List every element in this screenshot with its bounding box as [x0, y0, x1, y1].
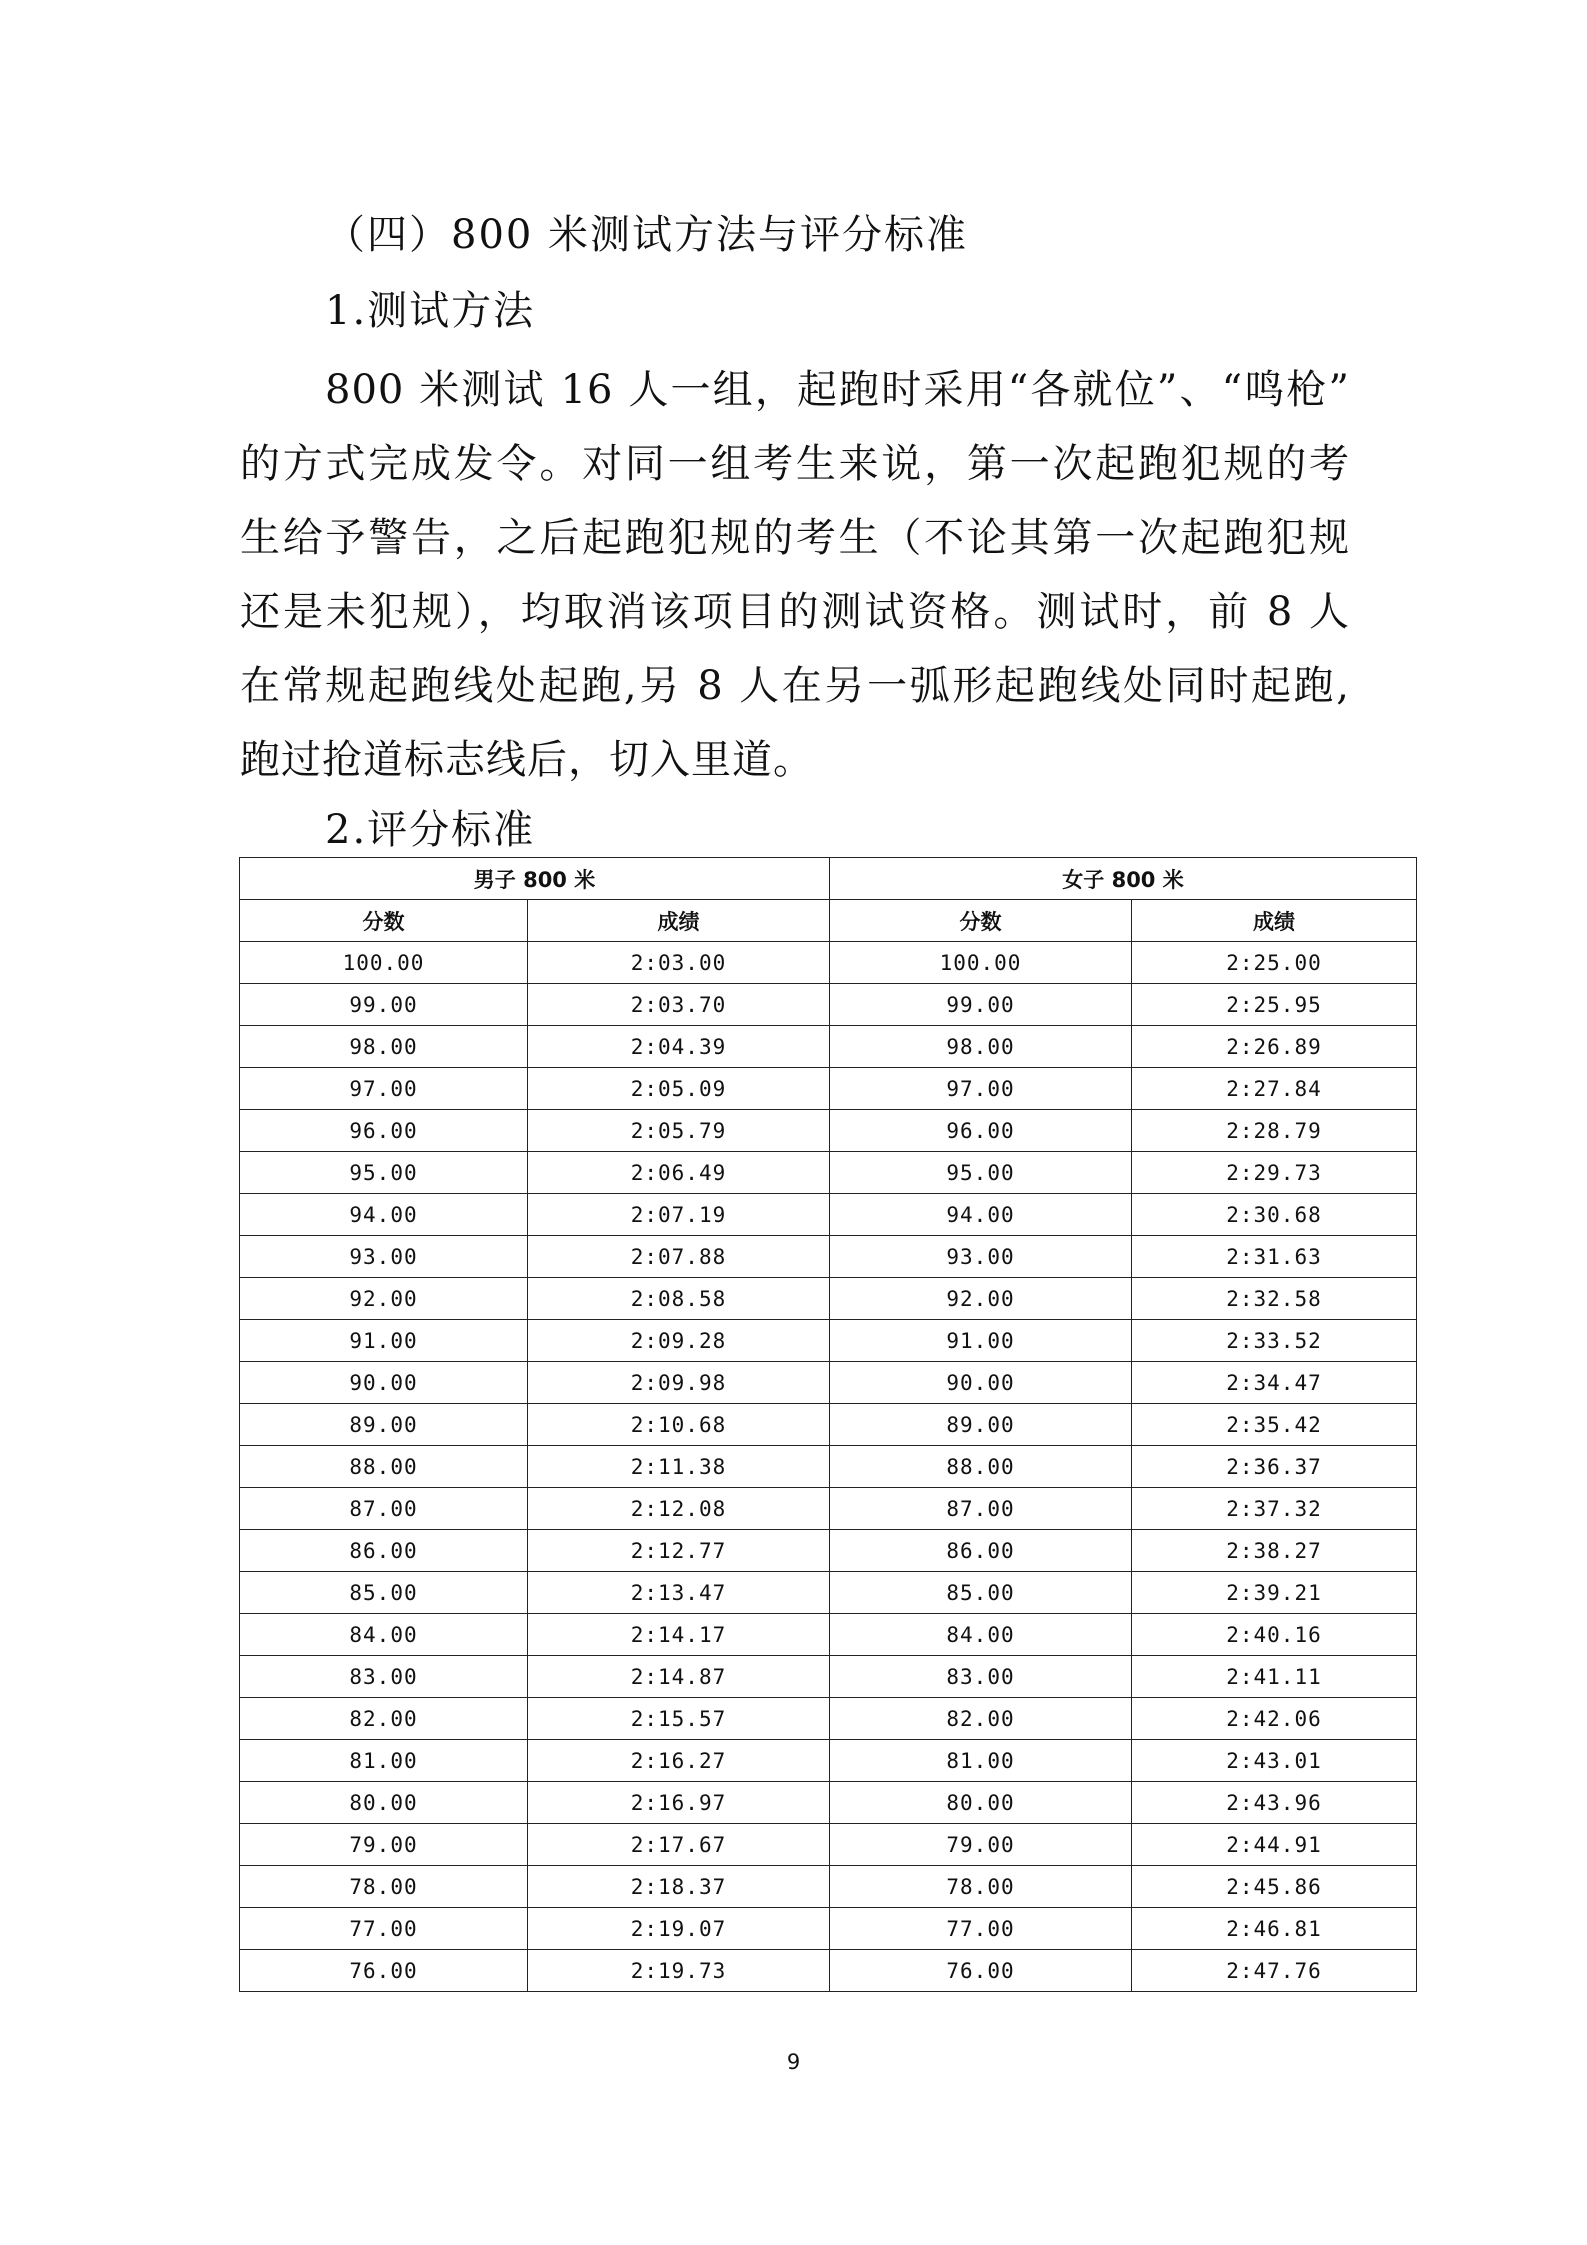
female-time-cell: 2:42.06	[1132, 1698, 1417, 1740]
paragraph-line: 的方式完成发令。对同一组考生来说，第一次起跑犯规的考	[240, 441, 1350, 487]
female-time-cell: 2:38.27	[1132, 1530, 1417, 1572]
table-row	[240, 1698, 1417, 1740]
female-score-cell: 89.00	[830, 1404, 1132, 1446]
male-time-cell: 2:08.58	[528, 1278, 830, 1320]
male-score-cell: 77.00	[240, 1908, 528, 1950]
male-time-cell: 2:12.77	[528, 1530, 830, 1572]
male-score-cell: 84.00	[240, 1614, 528, 1656]
section-heading: （四）800 米测试方法与评分标准	[325, 212, 969, 258]
table-row	[240, 1908, 1417, 1950]
male-time-cell: 2:03.70	[528, 984, 830, 1026]
female-time-cell: 2:28.79	[1132, 1110, 1417, 1152]
male-score-cell: 97.00	[240, 1068, 528, 1110]
male-score-cell: 91.00	[240, 1320, 528, 1362]
table-row	[240, 1026, 1417, 1068]
male-time-cell: 2:17.67	[528, 1824, 830, 1866]
female-time-cell: 2:43.01	[1132, 1740, 1417, 1782]
female-score-cell: 94.00	[830, 1194, 1132, 1236]
male-score-cell: 92.00	[240, 1278, 528, 1320]
male-time-cell: 2:07.19	[528, 1194, 830, 1236]
female-time-cell: 2:37.32	[1132, 1488, 1417, 1530]
female-time-cell: 2:43.96	[1132, 1782, 1417, 1824]
male-score-cell: 95.00	[240, 1152, 528, 1194]
scoring-heading: 2.评分标准	[325, 807, 536, 853]
female-score-cell: 91.00	[830, 1320, 1132, 1362]
male-score-cell: 100.00	[240, 942, 528, 984]
table-row	[240, 1656, 1417, 1698]
male-time-cell: 2:10.68	[528, 1404, 830, 1446]
female-time-cell: 2:32.58	[1132, 1278, 1417, 1320]
male-score-cell: 88.00	[240, 1446, 528, 1488]
table-body	[240, 942, 1417, 1992]
male-score-cell: 85.00	[240, 1572, 528, 1614]
female-score-cell: 78.00	[830, 1866, 1132, 1908]
table-row	[240, 1446, 1417, 1488]
female-score-cell: 99.00	[830, 984, 1132, 1026]
table-row	[240, 1152, 1417, 1194]
method-paragraph	[240, 353, 1350, 797]
method-heading: 1.测试方法	[325, 288, 536, 334]
female-time-cell: 2:25.00	[1132, 942, 1417, 984]
male-time-cell: 2:15.57	[528, 1698, 830, 1740]
male-time-cell: 2:16.97	[528, 1782, 830, 1824]
female-800m-header: 女子 800 米	[830, 858, 1417, 900]
table-row	[240, 1782, 1417, 1824]
male-time-cell: 2:09.28	[528, 1320, 830, 1362]
male-time-cell: 2:13.47	[528, 1572, 830, 1614]
male-time-cell: 2:14.87	[528, 1656, 830, 1698]
female-time-cell: 2:30.68	[1132, 1194, 1417, 1236]
female-time-cell: 2:29.73	[1132, 1152, 1417, 1194]
male-time-cell: 2:09.98	[528, 1362, 830, 1404]
male-time-cell: 2:06.49	[528, 1152, 830, 1194]
male-score-cell: 78.00	[240, 1866, 528, 1908]
female-score-cell: 85.00	[830, 1572, 1132, 1614]
table-row	[240, 1320, 1417, 1362]
paragraph-line: 跑过抢道标志线后，切入里道。	[240, 737, 814, 783]
female-time-cell: 2:39.21	[1132, 1572, 1417, 1614]
female-time-cell: 2:25.95	[1132, 984, 1417, 1026]
group-header-row	[240, 858, 1417, 900]
table-row	[240, 1278, 1417, 1320]
female-score-cell: 95.00	[830, 1152, 1132, 1194]
male-score-cell: 94.00	[240, 1194, 528, 1236]
male-time-cell: 2:12.08	[528, 1488, 830, 1530]
paragraph-line: 800 米测试 16 人一组，起跑时采用“各就位”、“鸣枪”	[325, 367, 1350, 413]
table-row	[240, 1740, 1417, 1782]
female-time-cell: 2:31.63	[1132, 1236, 1417, 1278]
female-score-cell: 92.00	[830, 1278, 1132, 1320]
male-score-cell: 83.00	[240, 1656, 528, 1698]
male-time-cell: 2:19.07	[528, 1908, 830, 1950]
male-score-cell: 96.00	[240, 1110, 528, 1152]
table-row	[240, 1824, 1417, 1866]
male-time-cell: 2:05.09	[528, 1068, 830, 1110]
table-row	[240, 1194, 1417, 1236]
table-row	[240, 1614, 1417, 1656]
male-score-cell: 86.00	[240, 1530, 528, 1572]
table-row	[240, 1236, 1417, 1278]
female-time-header: 成绩	[1132, 900, 1417, 942]
male-score-cell: 80.00	[240, 1782, 528, 1824]
female-time-cell: 2:46.81	[1132, 1908, 1417, 1950]
female-score-cell: 90.00	[830, 1362, 1132, 1404]
male-time-cell: 2:11.38	[528, 1446, 830, 1488]
male-time-cell: 2:16.27	[528, 1740, 830, 1782]
male-score-header: 分数	[240, 900, 528, 942]
column-header-row	[240, 900, 1417, 942]
male-score-cell: 87.00	[240, 1488, 528, 1530]
female-time-cell: 2:40.16	[1132, 1614, 1417, 1656]
female-score-cell: 77.00	[830, 1908, 1132, 1950]
female-time-cell: 2:26.89	[1132, 1026, 1417, 1068]
female-time-cell: 2:33.52	[1132, 1320, 1417, 1362]
male-time-cell: 2:19.73	[528, 1950, 830, 1992]
male-score-cell: 82.00	[240, 1698, 528, 1740]
paragraph-line: 还是未犯规），均取消该项目的测试资格。测试时，前 8 人	[240, 589, 1350, 635]
female-score-header: 分数	[830, 900, 1132, 942]
table-row	[240, 984, 1417, 1026]
male-score-cell: 81.00	[240, 1740, 528, 1782]
paragraph-line: 在常规起跑线处起跑,另 8 人在另一弧形起跑线处同时起跑,	[240, 663, 1350, 709]
female-score-cell: 87.00	[830, 1488, 1132, 1530]
scoring-table	[239, 857, 1417, 1992]
female-score-cell: 97.00	[830, 1068, 1132, 1110]
female-score-cell: 76.00	[830, 1950, 1132, 1992]
male-time-cell: 2:07.88	[528, 1236, 830, 1278]
male-time-cell: 2:03.00	[528, 942, 830, 984]
female-score-cell: 93.00	[830, 1236, 1132, 1278]
female-score-cell: 83.00	[830, 1656, 1132, 1698]
table-row	[240, 1404, 1417, 1446]
female-score-cell: 79.00	[830, 1824, 1132, 1866]
female-time-cell: 2:45.86	[1132, 1866, 1417, 1908]
paragraph-line: 生给予警告，之后起跑犯规的考生（不论其第一次起跑犯规	[240, 515, 1350, 561]
table-row	[240, 1110, 1417, 1152]
table-row	[240, 942, 1417, 984]
male-time-cell: 2:05.79	[528, 1110, 830, 1152]
female-score-cell: 82.00	[830, 1698, 1132, 1740]
female-score-cell: 98.00	[830, 1026, 1132, 1068]
page-number: 9	[786, 2050, 801, 2074]
male-800m-header: 男子 800 米	[240, 858, 830, 900]
female-time-cell: 2:44.91	[1132, 1824, 1417, 1866]
female-score-cell: 81.00	[830, 1740, 1132, 1782]
male-time-cell: 2:18.37	[528, 1866, 830, 1908]
male-score-cell: 76.00	[240, 1950, 528, 1992]
female-time-cell: 2:27.84	[1132, 1068, 1417, 1110]
male-score-cell: 98.00	[240, 1026, 528, 1068]
female-score-cell: 80.00	[830, 1782, 1132, 1824]
male-score-cell: 90.00	[240, 1362, 528, 1404]
female-time-cell: 2:34.47	[1132, 1362, 1417, 1404]
female-time-cell: 2:47.76	[1132, 1950, 1417, 1992]
table-row	[240, 1488, 1417, 1530]
male-score-cell: 89.00	[240, 1404, 528, 1446]
male-score-cell: 93.00	[240, 1236, 528, 1278]
female-score-cell: 100.00	[830, 942, 1132, 984]
table-row	[240, 1572, 1417, 1614]
table-row	[240, 1530, 1417, 1572]
male-score-cell: 99.00	[240, 984, 528, 1026]
female-score-cell: 88.00	[830, 1446, 1132, 1488]
table-row	[240, 1950, 1417, 1992]
male-score-cell: 79.00	[240, 1824, 528, 1866]
male-time-cell: 2:14.17	[528, 1614, 830, 1656]
male-time-cell: 2:04.39	[528, 1026, 830, 1068]
female-score-cell: 84.00	[830, 1614, 1132, 1656]
table-row	[240, 1866, 1417, 1908]
male-time-header: 成绩	[528, 900, 830, 942]
female-time-cell: 2:35.42	[1132, 1404, 1417, 1446]
female-time-cell: 2:41.11	[1132, 1656, 1417, 1698]
female-time-cell: 2:36.37	[1132, 1446, 1417, 1488]
female-score-cell: 86.00	[830, 1530, 1132, 1572]
female-score-cell: 96.00	[830, 1110, 1132, 1152]
table-row	[240, 1362, 1417, 1404]
table-row	[240, 1068, 1417, 1110]
